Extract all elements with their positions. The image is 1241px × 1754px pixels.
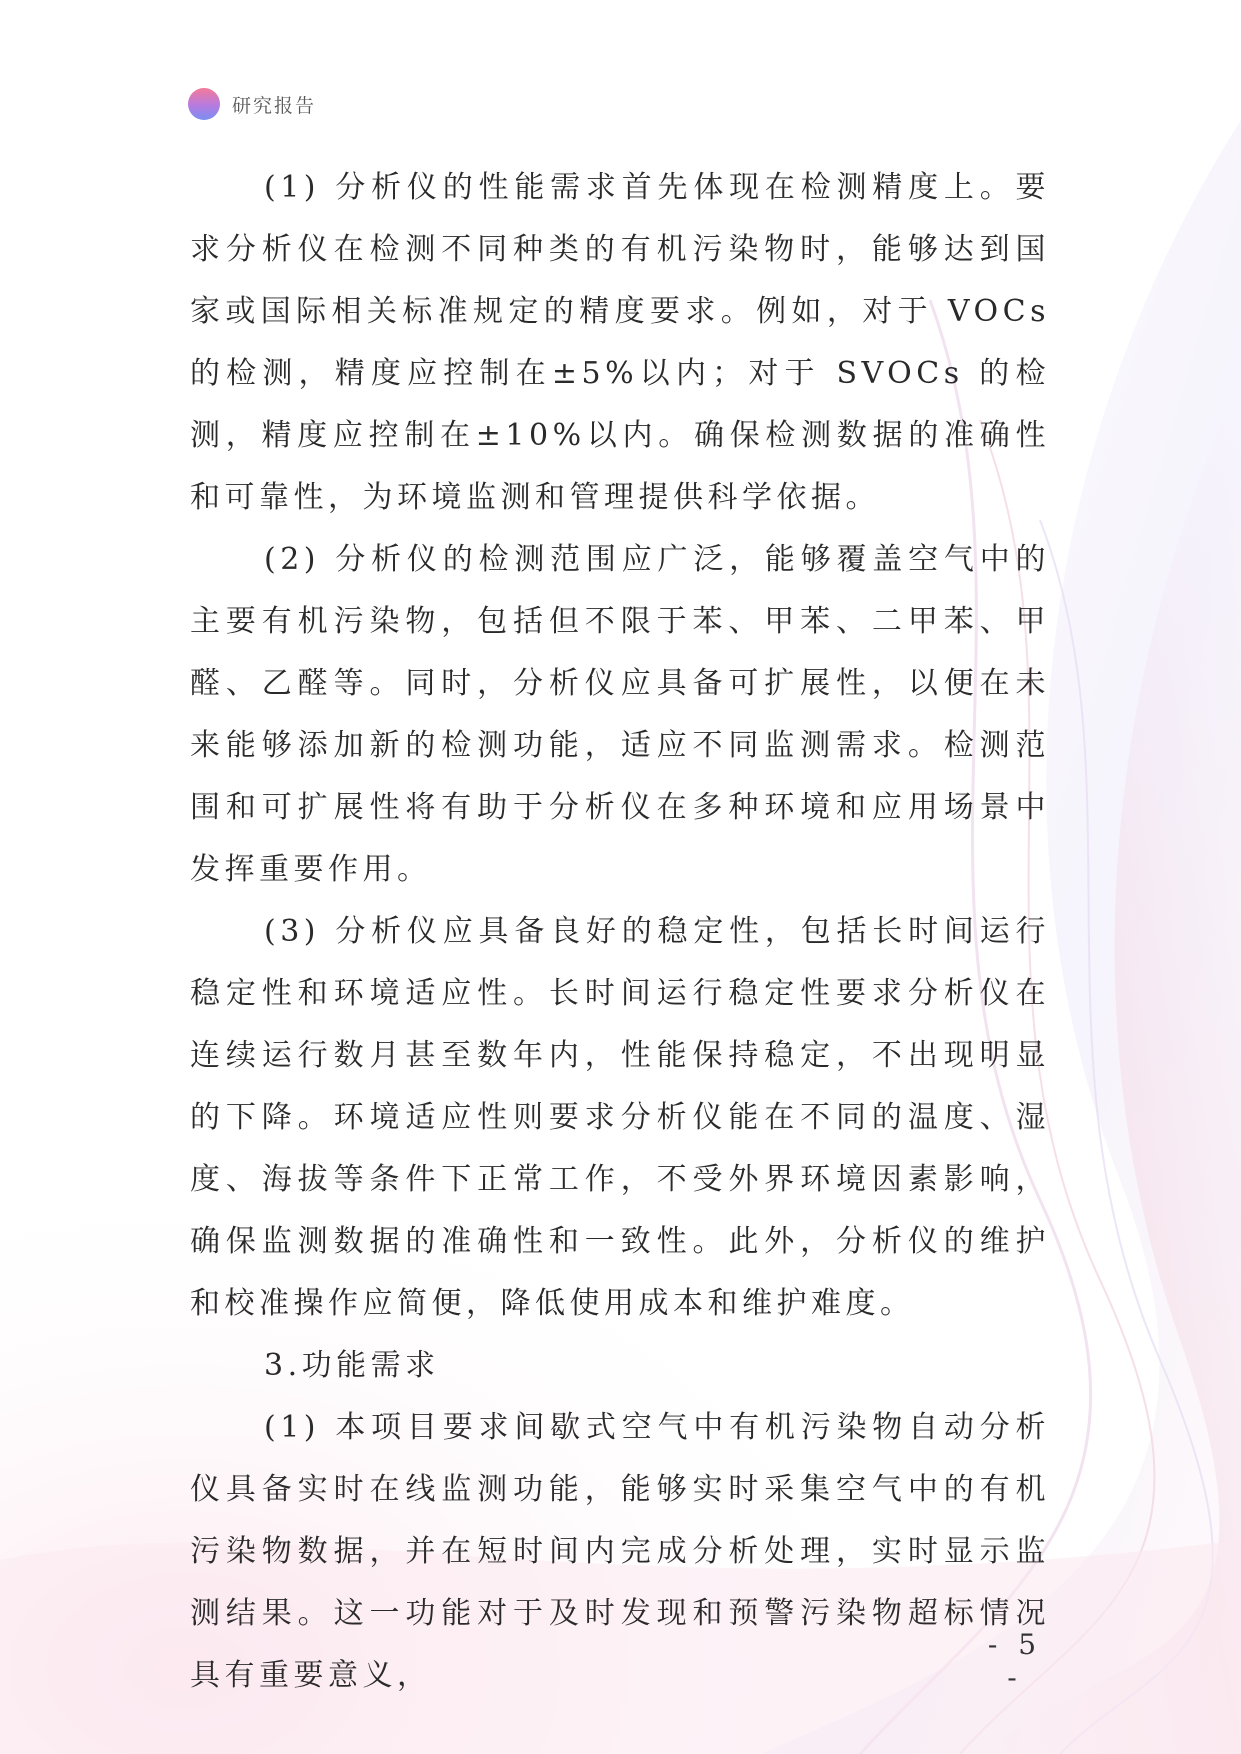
section-heading-function-requirements: 3.功能需求 [264, 1348, 440, 1383]
header-title: 研究报告 [232, 94, 317, 117]
paragraph-performance-accuracy: (1) 分析仪的性能需求首先体现在检测精度上。要求分析仪在检测不同种类的有机污染物时，能够达到国家或国际相关标准规定的精度要求。例如，对于 VOCs 的检测，精度应控制在±5%以内；对于 SVOCs 的检测，精度应控制在±10%以内。确保检测数据的准确性和可靠性，为环境监测和管理提供科学依据。 [190, 170, 1050, 515]
paragraph-stability: (3) 分析仪应具备良好的稳定性，包括长时间运行稳定性和环境适应性。长时间运行稳定性要求分析仪在连续运行数月甚至数年内，性能保持稳定，不出现明显的下降。环境适应性则要求分析仪能在不同的温度、湿度、海拔等条件下正常工作，不受外界环境因素影响，确保监测数据的准确性和一致性。此外，分析仪的维护和校准操作应简便，降低使用成本和维护难度。 [190, 914, 1050, 1321]
gradient-circle-logo-icon [188, 88, 220, 120]
document-header [188, 88, 316, 120]
paragraph-detection-range: (2) 分析仪的检测范围应广泛，能够覆盖空气中的主要有机污染物，包括但不限于苯、甲苯、二甲苯、甲醛、乙醛等。同时，分析仪应具备可扩展性，以便在未来能够添加新的检测功能，适应不同监测需求。检测范围和可扩展性将有助于分析仪在多种环境和应用场景中发挥重要作用。 [190, 542, 1050, 887]
document-body [190, 157, 1050, 1707]
paragraph-realtime-monitoring: (1) 本项目要求间歇式空气中有机污染物自动分析仪具备实时在线监测功能，能够实时采集空气中的有机污染物数据，并在短时间内完成分析处理，实时显示监测结果。这一功能对于及时发现和预警污染物超标情况具有重要意义， [190, 1410, 1050, 1693]
page-number: - 5 - [987, 1628, 1043, 1694]
